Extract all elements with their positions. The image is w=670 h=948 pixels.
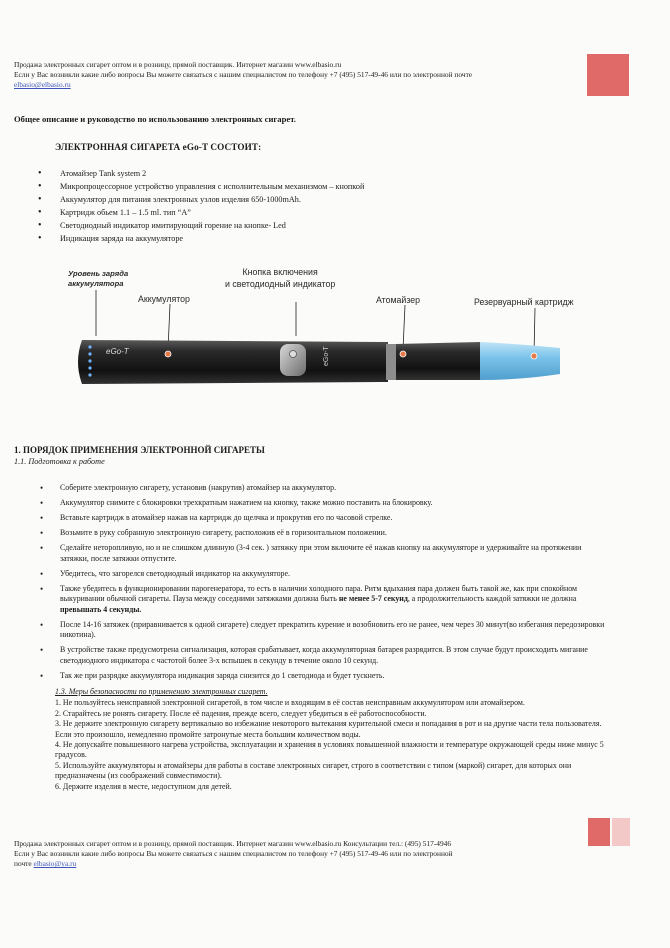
brand-label: eGo-T (106, 347, 129, 356)
list-item: • Аккумулятор снимите с блокировки трехкратным нажатием на кнопку, также можно поставить на блокировку. (38, 498, 608, 509)
list-item: • Соберите электронную сигарету, установив (накрутив) атомайзер на аккумулятор. (38, 483, 608, 494)
list-item: • Убедитесь, что загорелся светодиодный индикатор на аккумуляторе. (38, 569, 608, 580)
pause-duration: не менее 5-7 секунд (338, 594, 408, 604)
list-item: • Атомайзер Tank system 2 (38, 167, 538, 180)
list-item: • В устройстве также предусмотрена сигнализация, которая срабатывает, когда аккумуляторная батарея разрядится. В этом случае будут происходить мигание светодиодного индикатора с частотой более 3-х вспышек в секунду в течение около 10 секунд. (38, 645, 608, 666)
label-charge-level: Уровень заряда аккумулятора (68, 269, 129, 288)
footer-line-3-prefix: почте (14, 859, 32, 869)
label-battery: Аккумулятор (138, 294, 190, 304)
page-header (14, 60, 574, 91)
footer-line-2: Если у Вас возникли какие либо вопросы Вы можете связаться с нашим специалистом по телефону +7 (495) 517-49-46 или по электронной (14, 849, 453, 859)
list-item: • Возьмите в руку собранную электронную сигарету, расположив её в горизонтальном положении. (38, 528, 608, 539)
list-item: • Аккумулятор для питания электронных узлов изделия 650-1000mAh. (38, 193, 538, 206)
intro-title: Общее описание и руководство по использованию электронных сигарет. (14, 114, 296, 124)
label-cartridge: Резервуарный картридж (474, 297, 574, 307)
atomizer-body (396, 342, 480, 380)
header-line-1: Продажа электронных сигарет оптом и в розницу, прямой поставщик. Интернет магазин www.elbasio.ru (14, 60, 342, 69)
list-item: • Так же при разрядке аккумулятора индикация заряда снизится до 1 светодиода и будет тускнеть. (38, 671, 608, 682)
list-item: • Светодиодный индикатор имитирующий горение на кнопке- Led (38, 219, 538, 232)
cartridge-tip (480, 342, 560, 380)
list-item: 6. Держите изделия в месте, недоступном для детей. (55, 781, 232, 791)
footer-red-square (588, 818, 610, 846)
list-item: 4. Не допускайте повышенного нагрева устройства, эксплуатации и хранения в условиях повышенной влажности и температуре окружающей среды ниже минус 5 градусов. (55, 740, 604, 760)
list-item: • Вставьте картридж в атомайзер нажав на картридж до щелчка и прокрутив его по часовой стрелке. (38, 513, 608, 524)
header-red-square (587, 54, 629, 96)
list-item: • Также убедитесь в функционировании парогенератора, то есть в наличии холодного пара. Ритм вдыхания пара должен быть такой же, как при спокойном выкуривании обычной сигареты. Пауза между соседними затяжками должна быть не менее 5-7 секунд, а продолжительность каждой затяжки не должна превышать 4 секунды. (38, 584, 608, 616)
power-button-icon (280, 344, 306, 376)
list-item: • Микропроцессорное устройство управления с исполнительным механизмом – кнопкой (38, 180, 538, 193)
list-item: • Картридж обьем 1.1 – 1.5 ml. тип “A” (38, 206, 538, 219)
section-1-1-title: 1.1. Подготовка к работе (14, 457, 105, 466)
max-puff-duration: превышать 4 секунды. (60, 604, 142, 614)
safety-section (55, 687, 615, 792)
header-email-link[interactable]: elbasio@elbasio.ru (14, 80, 71, 90)
ecig-illustration (60, 262, 620, 402)
list-item: 1. Не пользуйтесь неисправной электронной сигаретой, в том числе и входящим в её состав неисправным аккумулятором или атомайзером. (55, 698, 525, 708)
list-item: 2. Старайтесь не ронять сигарету. После её падения, прежде всего, следует убедиться в её работоспособности. (55, 708, 427, 718)
list-item: 5. Используйте аккумуляторы и атомайзеры для работы в составе электронных сигарет, строго в соответствии с типом (маркой) сигарет, для которых они предназначены (из соображений совместимости). (55, 760, 572, 781)
section-1-title: 1. ПОРЯДОК ПРИМЕНЕНИЯ ЭЛЕКТРОННОЙ СИГАРЕТЫ (14, 445, 265, 455)
connector-ring (386, 344, 396, 380)
footer-pink-square (612, 818, 630, 846)
brand-label-vertical: eGo-T (323, 346, 330, 366)
page-footer (14, 839, 574, 870)
list-item: • Сделайте неторопливую, но и не слишком длинную (3-4 сек. ) затяжку при этом включите её нажав кнопку на аккумуляторе и удерживайте на протяжении затяжки, после затяжки отпустите. (38, 543, 608, 564)
steps-list (38, 483, 608, 686)
ecig-diagram (60, 262, 620, 402)
composition-title: ЭЛЕКТРОННАЯ СИГАРЕТА eGo-T СОСТОИТ: (55, 142, 262, 152)
safety-title: 1.3. Меры безопасности по применению электронных сигарет. (55, 687, 268, 696)
header-line-2: Если у Вас возникли какие либо вопросы Вы можете связаться с нашим специалистом по телефону +7 (495) 517-49-46 или по электронной почте (14, 70, 473, 80)
list-item: • Индикация заряда на аккумуляторе (38, 232, 538, 245)
label-button: Кнопка включения и светодиодный индикатор (225, 267, 336, 289)
label-atomizer: Атомайзер (376, 295, 421, 305)
list-item: 3. Не держите электронную сигарету вертикально во избежание некоторого вытекания курительной смеси и попадания в рот и на другие части тела пользователя. Если это произошло, немедленно промойте затронутые места большим количеством воды. (55, 719, 602, 739)
footer-email-link[interactable]: elbasio@ya.ru (33, 859, 77, 869)
list-item: • После 14-16 затяжек (приравнивается к одной сигарете) следует прекратить курение и возобновить его не ранее, чем через 30 минут(во избегания передозировки никотина). (38, 620, 608, 641)
footer-line-1: Продажа электронных сигарет оптом и в розницу, прямой поставщик. Интернет магазин www.elbasio.ru Консультации тел.: (495) 517-4946 (14, 839, 452, 848)
composition-list (38, 167, 538, 246)
